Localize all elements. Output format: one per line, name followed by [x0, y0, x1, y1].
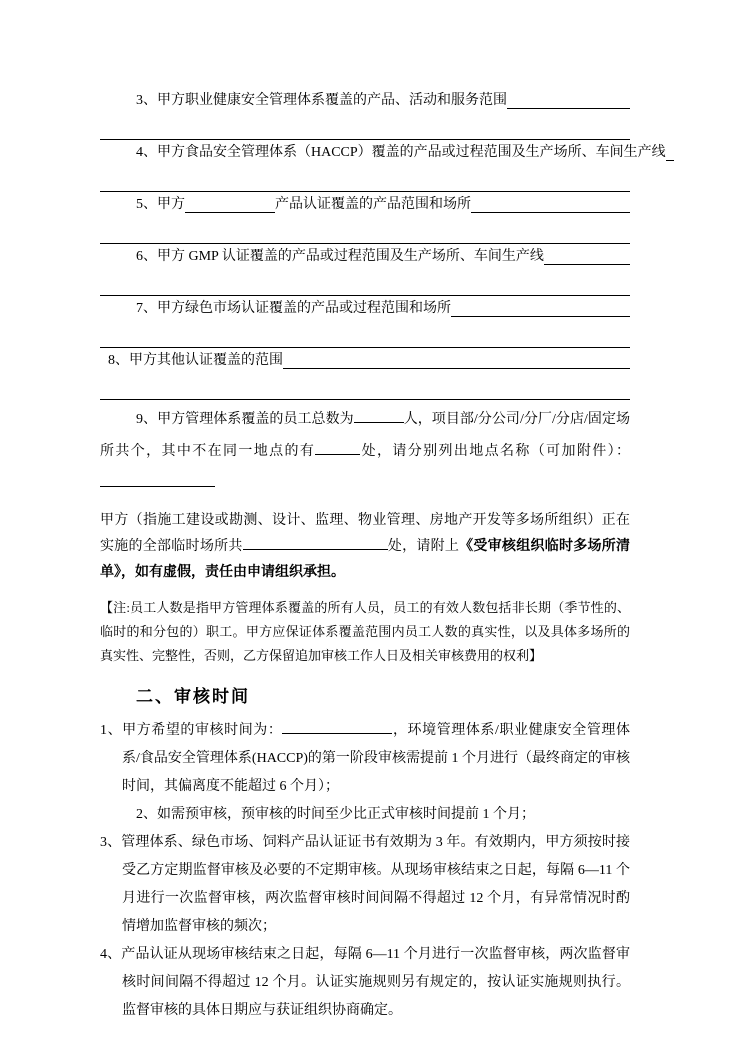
blank-underline: [243, 537, 388, 550]
blank-underline-full: [100, 270, 630, 296]
item-5: [100, 192, 630, 244]
item-4-line: [100, 140, 666, 166]
blank-underline-full: [100, 218, 630, 244]
blank-underline: [282, 721, 392, 734]
audit-time-item-2: 2、如需预审核，预审核的时间至少比正式审核时间提前 1 个月；: [136, 807, 535, 822]
item-9-seg3: 处，请分别列出地点名称（可加附件）：: [360, 444, 630, 459]
item-6-line: [100, 244, 630, 270]
item-8: [100, 348, 630, 400]
temp-sites-paragraph: [100, 508, 630, 586]
blank-underline: [354, 410, 404, 423]
item-8-text: 8、甲方其他认证覆盖的范围: [108, 353, 283, 368]
blank-underline: [451, 296, 630, 317]
item-6: [100, 244, 630, 296]
temp-sites-bold-clause: 《受审核组织临时多场所清单》，如有虚假，责任由申请组织承担。: [100, 539, 631, 580]
temp-sites-seg2: 处，请附上: [387, 539, 460, 554]
blank-underline-full: [100, 114, 630, 140]
item-9-paragraph: [100, 404, 630, 500]
blank-underline: [507, 88, 630, 109]
item-5-text-pre: 5、甲方: [136, 197, 185, 212]
item-7-line: [100, 296, 630, 322]
item-3: [100, 88, 630, 140]
item-4-text: 4、甲方食品安全管理体系（HACCP）覆盖的产品或过程范围及生产场所、车间生产线: [136, 145, 666, 160]
section-title: 二、审核时间: [136, 687, 250, 706]
item-8-line: [100, 348, 630, 374]
audit-time-item-3: 3、管理体系、绿色市场、饲料产品认证证书有效期为 3 年。有效期内，甲方须按时接受乙方定期监督审核及必要的不定期审核。从现场审核结束之日起，每隔 6—11 个月进行一次监督审核，两次监督审核时间间隔不得超过 12 个月，有异常情况时酌情增加监督审核的频次；: [100, 835, 630, 934]
blank-underline: [100, 474, 215, 487]
item-7: [100, 296, 630, 348]
item-9-seg1: 9、甲方管理体系覆盖的员工总数为: [136, 412, 354, 427]
blank-underline: [666, 140, 674, 161]
blank-underline: [185, 192, 275, 213]
temp-sites-seg1: 甲方（指施工建设或勘测、设计、监理、物业管理、房地产开发等多场所组织）正在实施的全部临时场所共: [100, 513, 630, 554]
blank-underline-full: [100, 322, 630, 348]
blank-underline: [544, 244, 630, 265]
note-paragraph: 【注:员工人数是指甲方管理体系覆盖的所有人员，员工的有效人数包括非长期（季节性的、临时的和分包的）职工。甲方应保证体系覆盖范围内员工人数的真实性，以及具体多场所的真实性、完整性，否则，乙方保留追加审核工作人日及相关审核费用的权利】: [100, 600, 630, 663]
item-4: [100, 140, 666, 192]
blank-underline-full: [100, 374, 630, 400]
audit-time-item-1-pre: 1、甲方希望的审核时间为：: [100, 723, 283, 738]
audit-time-item-1: [100, 717, 630, 801]
item-7-text: 7、甲方绿色市场认证覆盖的产品或过程范围和场所: [136, 301, 451, 316]
item-9-seg2: 人，项目部/分公司/分厂/分店/固定场所共个，其中不在同一地点的有: [100, 412, 630, 459]
blank-underline-full: [100, 166, 630, 192]
blank-underline: [315, 442, 360, 455]
item-5-line: [100, 192, 630, 218]
blank-underline: [283, 348, 630, 369]
blank-underline: [471, 192, 630, 213]
item-3-line: [100, 88, 630, 114]
item-5-text-post: 产品认证覆盖的产品范围和场所: [275, 197, 471, 212]
item-6-text: 6、甲方 GMP 认证覆盖的产品或过程范围及生产场所、车间生产线: [136, 249, 544, 264]
item-3-text: 3、甲方职业健康安全管理体系覆盖的产品、活动和服务范围: [136, 93, 507, 108]
audit-time-item-1-post: ，环境管理体系/职业健康安全管理体系/食品安全管理体系(HACCP)的第一阶段审核需提前 1 个月进行（最终商定的审核时间，其偏离度不能超过 6 个月）；: [122, 723, 631, 794]
audit-time-item-4: 4、产品认证从现场审核结束之日起，每隔 6—11 个月进行一次监督审核，两次监督审核时间间隔不得超过 12 个月。认证实施规则另有规定的，按认证实施规则执行。监督审核的具体日期应与获证组织协商确定。: [100, 947, 630, 1018]
